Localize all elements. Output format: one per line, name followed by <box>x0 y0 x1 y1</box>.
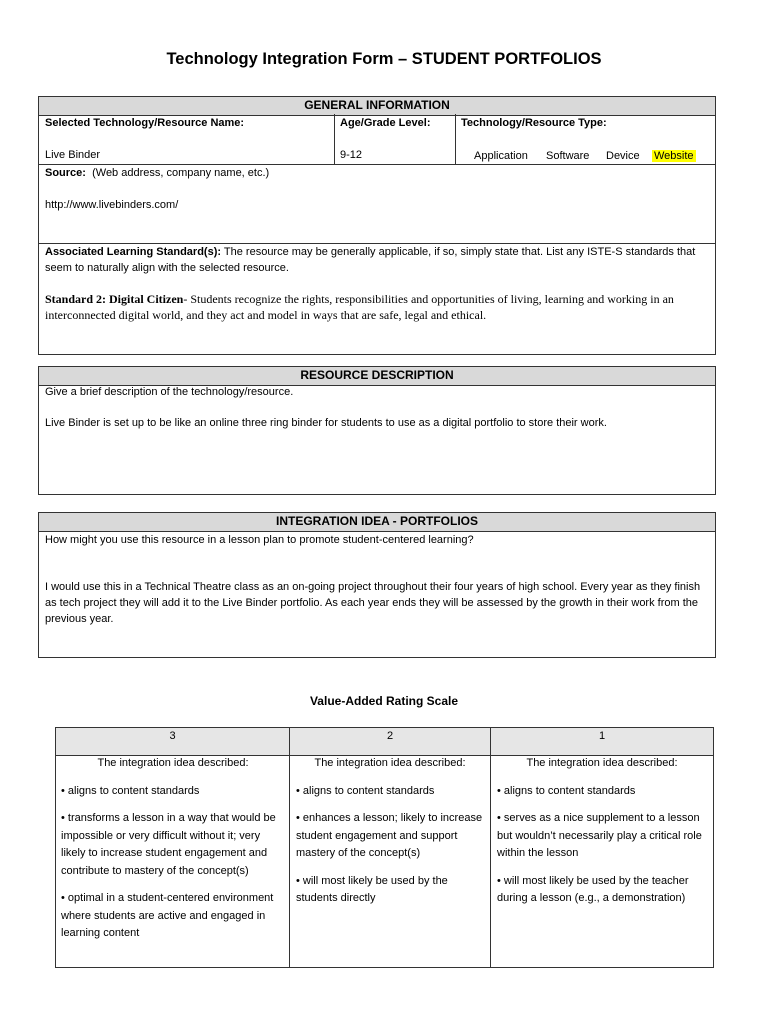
rating-3-bullet-3: • optimal in a student-centered environment where students are active and engaged in learning content <box>61 892 274 939</box>
general-information-header: GENERAL INFORMATION <box>39 97 715 116</box>
type-option-device: Device <box>606 150 640 162</box>
tech-name-value: Live Binder <box>45 149 101 161</box>
rating-2-bullet-3: • will most likely be used by the students directly <box>296 874 448 904</box>
type-option-website <box>652 148 696 164</box>
rating-3-header: 3 <box>169 730 176 742</box>
rating-3-bullet-1: • aligns to content standards <box>61 784 200 797</box>
divider <box>334 114 335 164</box>
source-value: http://www.livebinders.com/ <box>45 199 179 211</box>
rating-1-bullet-3: • will most likely be used by the teacher during a lesson (e.g., a demonstration) <box>497 874 689 904</box>
rating-2-header: 2 <box>386 730 394 742</box>
standards-hint: The resource may be generally applicable, if so, simply state that. List any ISTE-S standards that seem to naturally align with the selected resource. <box>45 246 696 274</box>
standard-statement <box>45 291 712 323</box>
type-option-software: Software <box>546 150 590 162</box>
rating-1-bullet-1: • aligns to content standards <box>497 784 636 797</box>
integration-idea-header: INTEGRATION IDEA - PORTFOLIOS <box>39 513 715 532</box>
age-value: 9-12 <box>340 149 363 161</box>
rating-3-bullet-2: • transforms a lesson in a way that would be impossible or very difficult without it; very likely to increase student engagement and contribute to mastery of the concept(s) <box>61 812 276 877</box>
rating-scale-title: Value-Added Rating Scale <box>309 694 459 708</box>
source-hint: (Web address, company name, etc.) <box>92 167 270 179</box>
rating-1-header: 1 <box>598 730 606 742</box>
standards-label: Associated Learning Standard(s): <box>45 246 222 258</box>
rating-2-bullet-2: • enhances a lesson; likely to increase student engagement and support mastery of the concept(s) <box>296 812 483 859</box>
age-label: Age/Grade Level: <box>340 117 431 129</box>
type-option-application: Application <box>474 150 528 162</box>
tech-name-label: Selected Technology/Resource Name: <box>45 117 245 129</box>
rating-1-bullet-2: • serves as a nice supplement to a lesson but wouldn’t necessarily play a critical role within the lesson <box>497 812 702 859</box>
rating-2-bullet-1: • aligns to content standards <box>296 784 435 797</box>
rating-3-column <box>61 755 285 953</box>
integration-text: I would use this in a Technical Theatre class as an on-going project throughout their four years of high school. Every year as they finish as tech project they will add it to the Live Binder portfolio. As each year ends they will be assessed by the growth in their work from the previous year. <box>45 581 701 625</box>
page-title: Technology Integration Form – STUDENT PORTFOLIOS <box>166 50 602 68</box>
resource-prompt: Give a brief description of the technology/resource. <box>45 386 294 398</box>
rating-1-column <box>497 755 707 918</box>
divider <box>289 727 290 968</box>
source-line <box>45 165 269 181</box>
type-label: Technology/Resource Type: <box>461 117 607 129</box>
rating-1-intro: The integration idea described: <box>526 757 678 769</box>
source-label: Source: <box>45 167 86 179</box>
integration-prompt: How might you use this resource in a lesson plan to promote student-centered learning? <box>45 534 474 546</box>
selected-type-highlight: Website <box>654 150 694 162</box>
divider <box>490 727 491 968</box>
rating-3-intro: The integration idea described: <box>97 757 249 769</box>
standards-line <box>45 244 710 276</box>
divider <box>455 114 456 164</box>
rating-2-column <box>296 755 484 918</box>
standard-text: - Students recognize the rights, responsibilities and opportunities of living, learning and working in an interconnected digital world, and they act and model in ways that are safe, legal and ethical. <box>45 292 674 322</box>
standard-title: Standard 2: Digital Citizen <box>45 292 184 306</box>
rating-2-intro: The integration idea described: <box>314 757 466 769</box>
resource-description-header: RESOURCE DESCRIPTION <box>39 367 715 386</box>
resource-text: Live Binder is set up to be like an online three ring binder for students to use as a digital portfolio to store their work. <box>45 417 607 429</box>
